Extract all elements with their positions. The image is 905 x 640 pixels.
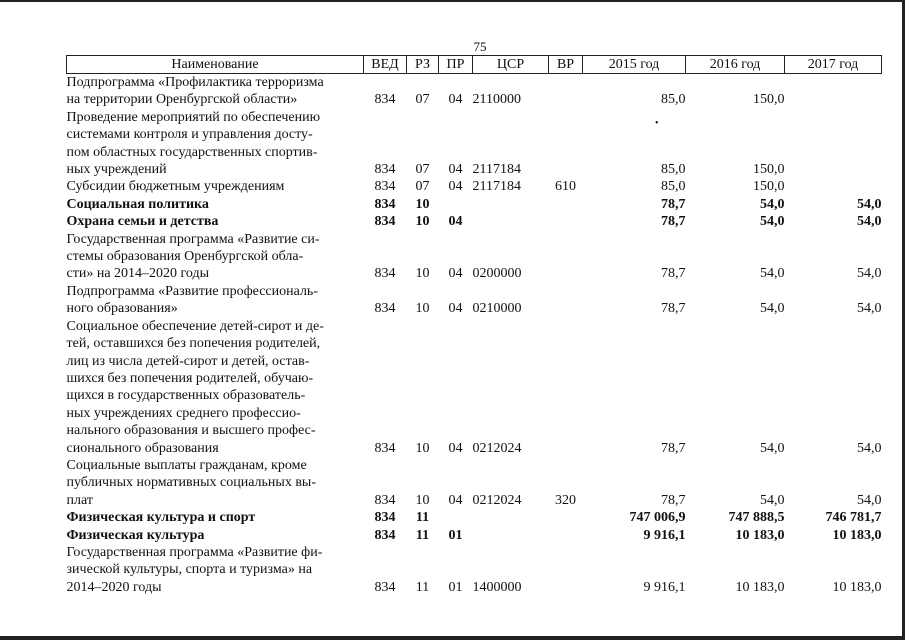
cell-csr (473, 213, 549, 230)
name-line: Физическая культура и спорт (66, 510, 256, 526)
cell-ved: 834 (374, 440, 396, 456)
scan-speck: • (655, 118, 659, 129)
cell-name (67, 196, 364, 213)
cell-ved: 834 (374, 527, 396, 543)
cell-vr (549, 196, 583, 213)
name-line: на территории Оренбургской области» (66, 92, 298, 108)
cell-csr: 0210000 (472, 301, 522, 317)
cell-2017: 54,0 (857, 196, 882, 212)
cell-2015: 78,7 (661, 214, 686, 230)
name-line: Социальная политика (66, 196, 209, 212)
cell-rz: 07 (415, 162, 430, 178)
cell-name (67, 457, 364, 509)
cell-pr: 04 (448, 492, 463, 508)
cell-vr (549, 544, 583, 596)
header-name: Наименование (67, 56, 364, 74)
name-line: тей, оставшихся без попечения родителей, (66, 336, 321, 352)
cell-csr: 2117184 (472, 162, 521, 178)
cell-ved: 834 (374, 214, 396, 230)
cell-csr: 2110000 (472, 92, 521, 108)
table-row (67, 509, 882, 526)
cell-rz: 07 (415, 179, 430, 195)
table-row (67, 457, 882, 509)
name-line: нального образования и высшего профес- (66, 423, 316, 439)
cell-csr (473, 527, 549, 544)
cell-2015: 78,7 (661, 492, 686, 508)
cell-vr (549, 318, 583, 457)
cell-2016: 54,0 (760, 440, 785, 456)
cell-pr: 04 (448, 214, 463, 230)
cell-pr: 04 (448, 92, 463, 108)
header-2015: 2015 год (583, 56, 686, 74)
cell-pr: 04 (448, 266, 463, 282)
table-row (67, 213, 882, 230)
cell-2017 (785, 74, 882, 109)
name-line: шихся без попечения родителей, обучаю- (66, 370, 314, 386)
cell-2015: 78,7 (661, 266, 686, 282)
table-row (67, 283, 882, 318)
cell-2016: 150,0 (753, 162, 785, 178)
name-line: Социальное обеспечение детей-сирот и де- (66, 318, 324, 334)
cell-vr (549, 283, 583, 318)
name-line: Подпрограмма «Профилактика терроризма (66, 75, 324, 90)
cell-2017: 746 781,7 (825, 510, 882, 526)
cell-2015: 85,0 (661, 162, 686, 178)
cell-csr (473, 196, 549, 213)
name-line: щихся в государственных образователь- (66, 388, 306, 404)
name-line: плат (66, 492, 93, 508)
cell-2016: 150,0 (753, 92, 785, 108)
cell-name (67, 231, 364, 283)
cell-vr: 320 (555, 492, 576, 508)
table-body (67, 74, 882, 597)
header-rz: РЗ (407, 56, 439, 74)
cell-2017: 10 183,0 (832, 579, 882, 595)
table-row (67, 231, 882, 283)
cell-vr (549, 109, 583, 179)
cell-2016: 747 888,5 (728, 510, 785, 526)
header-csr: ЦСР (473, 56, 549, 74)
cell-vr (549, 509, 583, 526)
cell-vr (549, 213, 583, 230)
cell-rz: 10 (415, 196, 430, 212)
cell-rz: 11 (415, 579, 430, 595)
name-line: Государственная программа «Развитие фи- (66, 544, 323, 560)
cell-2015: 9 916,1 (643, 527, 686, 543)
cell-2015: 78,7 (661, 196, 686, 212)
header-pr: ПР (439, 56, 473, 74)
cell-2015: 9 916,1 (643, 579, 686, 595)
cell-csr: 0200000 (472, 266, 522, 282)
cell-pr (439, 509, 473, 526)
cell-pr: 04 (448, 440, 463, 456)
cell-ved: 834 (374, 579, 396, 595)
cell-pr (439, 196, 473, 213)
cell-2017: 54,0 (857, 440, 882, 456)
table-row (67, 74, 882, 109)
cell-name (67, 213, 364, 230)
cell-ved: 834 (374, 510, 396, 526)
scan-border-bottom (0, 636, 905, 640)
cell-ved: 834 (374, 196, 396, 212)
cell-2015: 78,7 (661, 440, 686, 456)
cell-pr: 04 (448, 162, 463, 178)
cell-2015: 85,0 (661, 92, 686, 108)
cell-pr: 04 (448, 301, 463, 317)
cell-2017: 10 183,0 (832, 527, 882, 543)
cell-2016: 54,0 (760, 196, 785, 212)
cell-ved: 834 (374, 266, 396, 282)
name-line: сионального образования (66, 440, 219, 456)
header-ved: ВЕД (364, 56, 407, 74)
cell-csr: 0212024 (472, 492, 522, 508)
cell-pr: 04 (448, 179, 463, 195)
cell-csr: 0212024 (472, 440, 522, 456)
cell-2017: 54,0 (857, 301, 882, 317)
cell-2017: 54,0 (857, 214, 882, 230)
cell-name (67, 544, 364, 596)
page-number: 75 (473, 39, 487, 54)
name-line: лиц из числа детей-сирот и детей, остав- (66, 353, 310, 369)
name-line: 2014–2020 годы (66, 579, 162, 595)
name-line: Социальные выплаты гражданам, кроме (66, 457, 307, 473)
cell-name (67, 74, 364, 109)
cell-rz: 10 (415, 492, 430, 508)
cell-rz: 07 (415, 92, 430, 108)
budget-table (66, 55, 882, 596)
cell-name (67, 318, 364, 457)
table-header-row (67, 56, 882, 74)
cell-rz: 10 (415, 301, 430, 317)
cell-name (67, 109, 364, 179)
cell-ved: 834 (374, 492, 396, 508)
name-line: Охрана семьи и детства (66, 214, 219, 230)
header-2016: 2016 год (686, 56, 785, 74)
cell-rz: 10 (415, 214, 430, 230)
cell-rz: 11 (415, 510, 430, 526)
cell-2016: 54,0 (760, 214, 785, 230)
name-line: стемы образования Оренбургской обла- (66, 249, 304, 265)
cell-2015: 85,0 (661, 179, 686, 195)
cell-name (67, 283, 364, 318)
cell-pr: 01 (448, 579, 463, 595)
cell-2016: 54,0 (760, 266, 785, 282)
header-2017: 2017 год (785, 56, 882, 74)
cell-rz: 10 (415, 266, 430, 282)
name-line: Государственная программа «Развитие си- (66, 231, 320, 247)
cell-2016: 54,0 (760, 492, 785, 508)
cell-vr (549, 231, 583, 283)
cell-2015: 747 006,9 (629, 510, 686, 526)
header-vr: ВР (549, 56, 583, 74)
cell-2016: 54,0 (760, 301, 785, 317)
name-line: ного образования» (66, 301, 178, 317)
name-line: системами контроля и управления досту- (66, 127, 313, 143)
cell-2017 (785, 178, 882, 195)
name-line: ных учреждений (66, 162, 167, 178)
cell-name (67, 527, 364, 544)
scan-border-top (0, 0, 905, 2)
cell-vr (549, 74, 583, 109)
table-row (67, 109, 882, 179)
cell-vr: 610 (555, 179, 576, 195)
cell-ved: 834 (374, 162, 396, 178)
name-line: сти» на 2014–2020 годы (66, 266, 210, 282)
table-row (67, 178, 882, 195)
cell-rz: 11 (415, 527, 430, 543)
cell-ved: 834 (374, 179, 396, 195)
cell-2017: 54,0 (857, 492, 882, 508)
table-row (67, 527, 882, 544)
table-row (67, 318, 882, 457)
table-row (67, 196, 882, 213)
cell-2016: 10 183,0 (735, 527, 785, 543)
cell-2015: 78,7 (661, 301, 686, 317)
cell-2017 (785, 109, 882, 179)
cell-name (67, 178, 364, 195)
name-line: ных учреждениях среднего профессио- (66, 405, 301, 421)
name-line: Субсидии бюджетным учреждениям (66, 179, 285, 195)
cell-ved: 834 (374, 301, 396, 317)
name-line: зической культуры, спорта и туризма» на (66, 562, 313, 578)
name-line: пом областных государственных спортив- (66, 144, 318, 160)
cell-2016: 10 183,0 (735, 579, 785, 595)
cell-vr (549, 527, 583, 544)
cell-rz: 10 (415, 440, 430, 456)
cell-csr: 2117184 (472, 179, 521, 195)
cell-2016: 150,0 (753, 179, 785, 195)
cell-name (67, 509, 364, 526)
table-row (67, 544, 882, 596)
name-line: Физическая культура (66, 527, 205, 543)
cell-csr (473, 509, 549, 526)
cell-csr: 1400000 (472, 579, 522, 595)
name-line: Проведение мероприятий по обеспечению (66, 109, 321, 125)
name-line: Подпрограмма «Развитие профессиональ- (66, 283, 318, 299)
cell-pr: 01 (448, 527, 463, 543)
cell-2017: 54,0 (857, 266, 882, 282)
cell-ved: 834 (374, 92, 396, 108)
name-line: публичных нормативных социальных вы- (66, 475, 316, 491)
